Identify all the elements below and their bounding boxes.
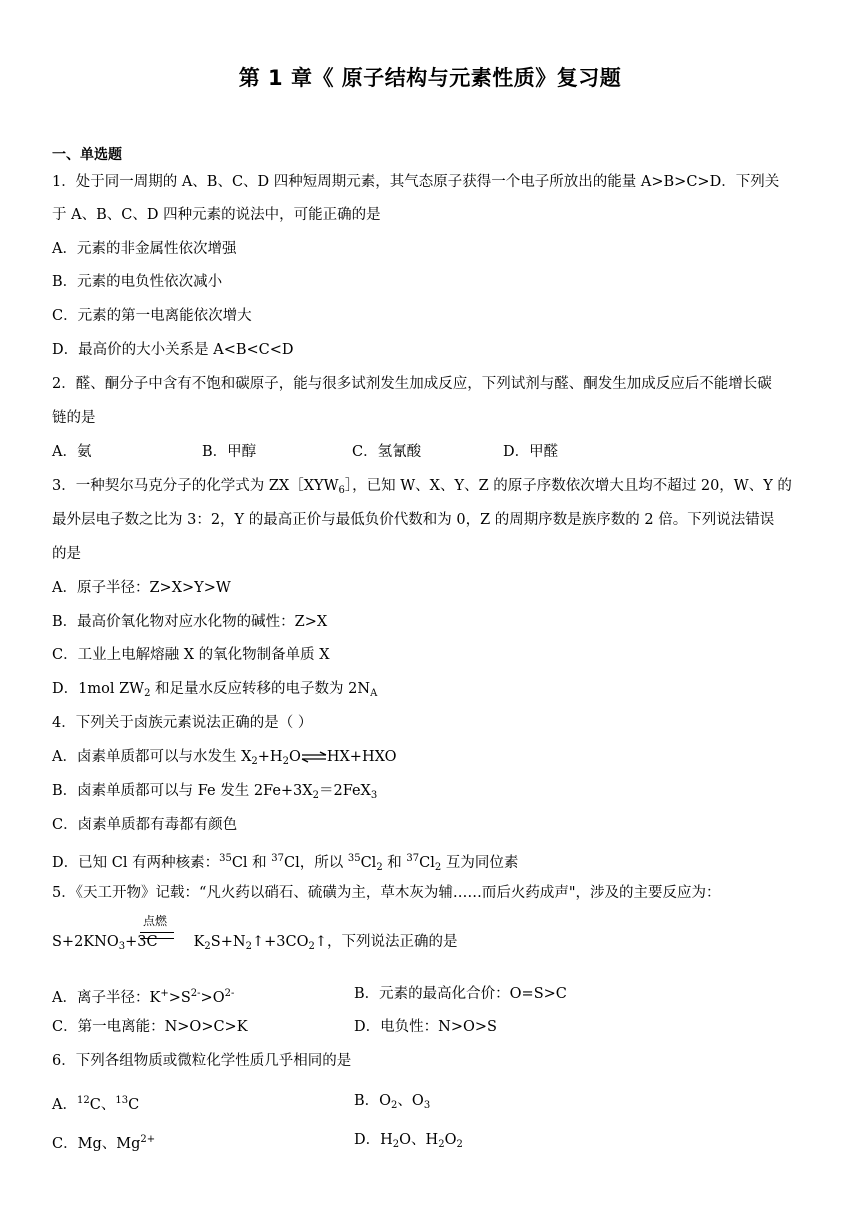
reaction-condition: 点燃 xyxy=(143,914,168,928)
question-2-stem: 2．醛、酮分子中含有不饱和碳原子，能与很多试剂发生加成反应，下列试剂与醛、酮发生加成反应后不能增长碳 xyxy=(52,376,772,392)
question-1-stem: 1．处于同一周期的 A、B、C、D 四种短周期元素，其气态原子获得一个电子所放出的能量 A>B>C>D．下列关 xyxy=(52,174,780,190)
question-4-stem: 4．下列关于卤族元素说法正确的是（ ） xyxy=(52,715,313,731)
question-3-option-c: C．工业上电解熔融 X 的氧化物制备单质 X xyxy=(52,647,330,663)
question-5-equation: $S+2KNO_3+3C$ $K_2S+N_2↑+3CO_2↑$，下列说法正确的是 xyxy=(52,934,458,952)
question-3-option-d: D．1mol $ZW_2$ 和足量水反应转移的电子数为 $2N_A$ xyxy=(52,681,378,699)
question-5-stem: 5．《天工开物》记载：“凡火药以硝石、硫磺为主，草木灰为辅……而后火药成声"，涉及的主要反应为： xyxy=(52,885,721,901)
question-6-option-c: C．Mg、$Mg^{2+}$ xyxy=(52,1134,156,1152)
question-2-stem-cont: 链的是 xyxy=(52,410,96,426)
question-2-options xyxy=(52,442,91,462)
question-4-option-b: B．卤素单质都可以与 Fe 发生 $2Fe+3X_2=2FeX_3$ xyxy=(52,783,378,801)
question-6-option-a: A．$^{12}$C、$^{13}$C xyxy=(52,1095,140,1113)
question-5-option-c: C．第一电离能：N>O>C>K xyxy=(52,1019,248,1035)
question-5-option-a: A．离子半径：$K^+>S^{2-}>O^{2-}$ xyxy=(52,988,235,1006)
question-6-stem: 6．下列各组物质或微粒化学性质几乎相同的是 xyxy=(52,1053,352,1069)
question-2-option-b: B．甲醇 xyxy=(202,444,257,460)
question-3-stem: 3．一种契尔马克分子的化学式为 $ZX[XYW_6]$，已知 W、X、Y、Z 的原子序数依次增大且均不超过 20，W、Y 的 xyxy=(52,478,792,496)
question-3-option-b: B．最高价氧化物对应水化物的碱性：Z>X xyxy=(52,614,328,630)
equilibrium-arrow-icon xyxy=(301,751,327,763)
question-4-option-c: C．卤素单质都有毒都有颜色 xyxy=(52,817,238,833)
question-3-stem-cont: 最外层电子数之比为 3：2，Y 的最高正价与最低负价代数和为 0，Z 的周期序数是族序数的 2 倍。下列说法错误 xyxy=(52,512,775,528)
question-1-option-c: C．元素的第一电离能依次增大 xyxy=(52,308,252,324)
question-4-option-d: D．已知 Cl 有两种核素：$^{35}$Cl 和 $^{37}$Cl，所以 $^{35}Cl_2$ 和 $^{37}Cl_2$ 互为同位素 xyxy=(52,853,519,873)
question-2-option-d: D．甲醛 xyxy=(503,444,559,460)
question-2-option-c: C．氢氰酸 xyxy=(352,444,422,460)
section-heading: 一、单选题 xyxy=(52,147,122,163)
question-3-stem-end: 的是 xyxy=(52,546,81,562)
question-5-option-b: B．元素的最高化合价：O=S>C xyxy=(354,986,567,1002)
question-1-option-d: D．最高价的大小关系是 A<B<C<D xyxy=(52,342,294,358)
question-4-option-a: A．卤素单质都可以与水发生 $X_2+H_2O$ HX+HXO xyxy=(52,749,397,767)
question-1-option-a: A．元素的非金属性依次增强 xyxy=(52,241,237,257)
page-title: 第 1 章《 原子结构与元素性质》复习题 xyxy=(238,66,622,90)
question-6-option-d: D．$H_2O$、$H_2O_2$ xyxy=(354,1132,463,1150)
question-1-option-b: B．元素的电负性依次减小 xyxy=(52,274,223,290)
question-1-stem-cont: 于 A、B、C、D 四种元素的说法中，可能正确的是 xyxy=(52,207,381,223)
question-6-option-b: B．$O_2$、$O_3$ xyxy=(354,1093,431,1111)
question-3-option-a: A．原子半径：Z>X>Y>W xyxy=(52,580,231,596)
question-2-option-a: A．氨 xyxy=(52,444,92,460)
question-5-option-d: D．电负性：N>O>S xyxy=(354,1019,497,1035)
